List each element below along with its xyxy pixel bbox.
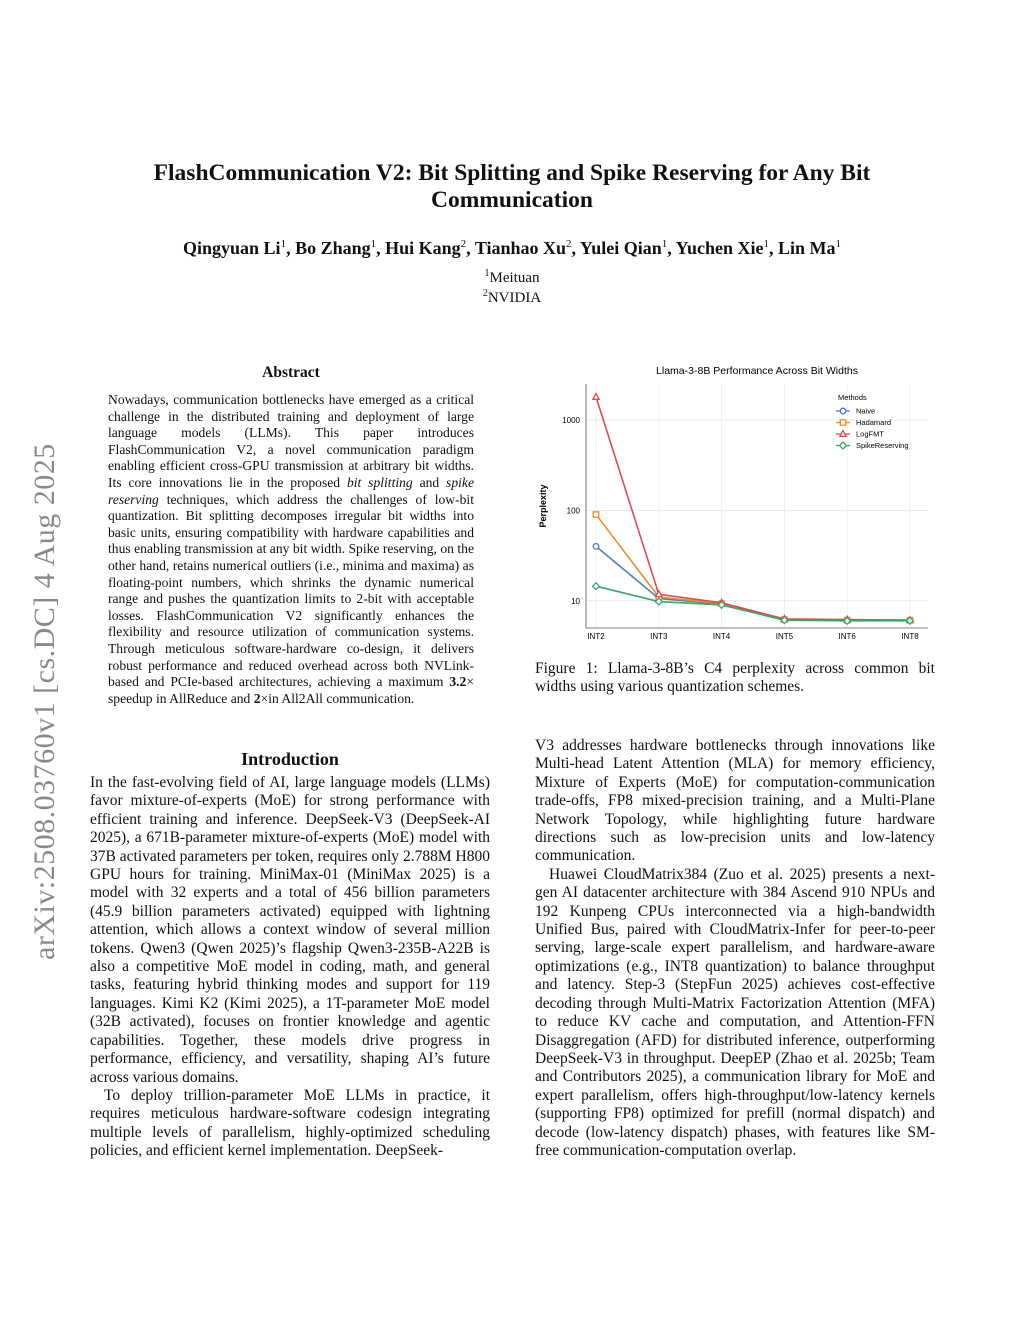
data-point-logfmt: [656, 591, 662, 597]
y-tick-label: 1000: [562, 415, 580, 425]
paragraph: To deploy trillion-parameter MoE LLMs in practice, it requires meticulous hardware-software codesign integrating multiple levels of parallelism, highly-optimized scheduling policies, and efficient kernel implementation. DeepSeek-: [90, 1086, 490, 1160]
series-line-naive: [596, 546, 910, 620]
author-affiliation-mark: 2: [566, 238, 572, 250]
y-axis-label: Perplexity: [538, 484, 548, 528]
paragraph: V3 addresses hardware bottlenecks through innovations like Multi-head Latent Attention (MLA) for memory efficiency, Mixture of Experts (MoE) for computation-communication trade-offs, FP8 mixed-precision training, and a Multi-Plane Network Topology, while highlighting future hardware directions such as low-precision units and low-latency communication.: [535, 737, 935, 865]
introduction-heading: Introduction: [241, 749, 339, 769]
paragraph: Huawei CloudMatrix384 (Zuo et al. 2025) presents a next-gen AI datacenter architecture with 384 Ascend 910 NPUs and 192 Kunpeng CPUs interconnected via a high-bandwidth Unified Bus, paired with CloudMatrix-Infer for peer-to-peer serving, large-scale expert parallelism, and hardware-aware optimizations (e.g., INT8 quantization) to balance throughput and latency. Step-3 (StepFun 2025) achieves cost-effective decoding through Multi-Matrix Factorization Attention (MFA) to reduce KV cache and computation, and Attention-FFN Disaggregation (AFD) for distributed inference, outperforming DeepSeek-V3 in throughput. DeepEP (Zhao et al. 2025b; Team and Contributors 2025), a communication library for MoE and expert parallelism, offers high-throughput/low-latency kernels (supporting FP8) optimized for prefill (normal dispatch) and decode (low-latency dispatch) phases, with features like SM-free communication-computation overlap.: [535, 865, 935, 1159]
affiliation-name: NVIDIA: [487, 290, 542, 306]
abstract-bold-value: 2: [253, 690, 261, 706]
legend-swatch-marker: [840, 408, 846, 414]
series-line-hadamard: [596, 515, 910, 621]
abstract-text-span: ×in All2All communication.: [260, 690, 415, 706]
legend-entry: LogFMT: [856, 429, 884, 439]
chart-title: Llama-3-8B Performance Across Bit Widths: [656, 365, 858, 377]
author-name: Tianhao Xu: [474, 238, 567, 258]
x-tick-label: INT5: [775, 632, 794, 641]
legend-title: Methods: [838, 393, 867, 402]
affiliation-number: 2: [482, 288, 488, 299]
x-tick-label: INT6: [838, 632, 856, 641]
abstract-text-span: techniques, which address the challenges of low-bit quantization. Bit splitting decomposes irregular bit widths into basic units, ensuring compatibility with hardware capabilities and thus enabling transmission at any bit width. Spike reserving, on the other hand, retains numerical outliers (i.e., minima and maxima) as floating-point numbers, which shrinks the dynamic numerical range and pushes the quantization limits to 2-bit with acceptable losses. FlashCommunication V2 significantly enhances the flexibility and resource utilization of communication systems. Through meticulous software-hardware co-design, it delivers robust performance and reduced overhead across both NVLink-based and PCIe-based architectures, achieving a maximum: [108, 491, 474, 690]
abstract-text-span: × speedup in AllReduce and: [108, 674, 474, 706]
data-point-hadamard: [593, 512, 598, 517]
abstract-text-span: and: [412, 474, 447, 490]
author-affiliation-mark: 2: [460, 238, 467, 250]
author-name: Lin Ma: [777, 238, 836, 258]
author-name: Hui Kang: [385, 238, 461, 258]
legend-entry: SpikeReserving: [856, 441, 909, 451]
y-tick-label: 10: [571, 596, 580, 606]
legend-swatch-marker: [840, 442, 847, 449]
x-tick-label: INT8: [901, 632, 919, 641]
abstract-emphasis: bit splitting: [346, 474, 413, 490]
y-tick-label: 100: [566, 506, 580, 516]
paper-title: FlashCommunication V2: Bit Splitting and Spike Reserving for Any Bit Communication: [153, 160, 871, 213]
introduction-body: [90, 774, 490, 1161]
abstract-emphasis: spike reserving: [108, 474, 474, 507]
author-affiliation-mark: 1: [370, 238, 377, 250]
affiliation-name: Meituan: [489, 270, 540, 286]
data-point-naive: [593, 544, 599, 550]
right-column-body: [535, 737, 935, 1160]
abstract-text-span: Nowadays, communication bottlenecks have emerged as a critical challenge in the distributed training and deployment of large language models (LLMs). This paper introduces FlashCommunication V2, a novel communication paradigm enabling efficient cross-GPU transmission at arbitrary bit widths. Its core innovations lie in the proposed: [108, 392, 474, 490]
author-name: Yulei Qian: [579, 238, 662, 258]
data-point-spikereserving: [593, 583, 600, 590]
author-affiliation-mark: 1: [280, 238, 287, 250]
abstract-heading: Abstract: [262, 364, 320, 381]
legend-swatch-marker: [840, 420, 845, 425]
abstract-bold-value: 3.2: [449, 674, 467, 690]
x-tick-label: INT2: [587, 632, 605, 641]
paragraph: In the fast-evolving field of AI, large language models (LLMs) favor mixture-of-experts (MoE) for strong performance with efficient training and inference. DeepSeek-V3 (DeepSeek-AI 2025), a 671B-parameter mixture-of-experts (MoE) model with 37B activated parameters per token, requires only 2.788M H800 GPU hours for training. MiniMax-01 (MiniMax 2025) is a model with 32 experts and a total of 456 billion parameters (45.9 billion parameters activated) equipped with lightning attention, which allows a context window of several million tokens. Qwen3 (Qwen 2025)’s flagship Qwen3-235B-A22B is also a competitive MoE model in coding, math, and general tasks, featuring hybrid thinking modes and support for 119 languages. Kimi K2 (Kimi 2025), a 1T-parameter MoE model (32B activated), focuses on frontier knowledge and agentic capabilities. Together, these models drive progress in performance, efficiency, and versatility, shaping AI’s future across various domains.: [90, 774, 490, 1086]
author-name: Qingyuan Li: [183, 238, 281, 258]
x-tick-label: INT3: [650, 632, 668, 641]
author-affiliation-mark: 1: [661, 238, 668, 250]
author-list: Qingyuan Li$^1$, Bo Zhang$^1$, Hui Kang$^2$, Tianhao Xu$^2$, Yulei Qian$^1$, Yuchen Xie$^1$, Lin Ma$^1$: [183, 238, 841, 258]
affiliation-number: 1: [484, 268, 490, 279]
author-name: Bo Zhang: [295, 238, 371, 258]
arxiv-identifier: arXiv:2508.03760v1 [cs.DC] 4 Aug 2025: [28, 443, 61, 960]
legend-entry: Naive: [856, 406, 876, 416]
author-affiliation-mark: 1: [763, 238, 769, 250]
legend-entry: Hadamard: [856, 418, 892, 428]
affiliation-1: [100, 268, 924, 287]
author-affiliation-mark: 1: [835, 238, 841, 250]
x-tick-label: INT4: [712, 632, 731, 641]
data-point-logfmt: [593, 393, 599, 399]
author-name: Yuchen Xie: [675, 238, 764, 258]
figure-caption: Figure 1: Llama-3-8B’s C4 perplexity across common bit widths using various quantization schemes.: [535, 660, 935, 696]
series-line-spikereserving: [596, 586, 910, 621]
legend-swatch-marker: [840, 431, 846, 437]
affiliation-2: [100, 288, 924, 307]
abstract-text: [108, 392, 474, 707]
perplexity-chart: [538, 360, 932, 650]
